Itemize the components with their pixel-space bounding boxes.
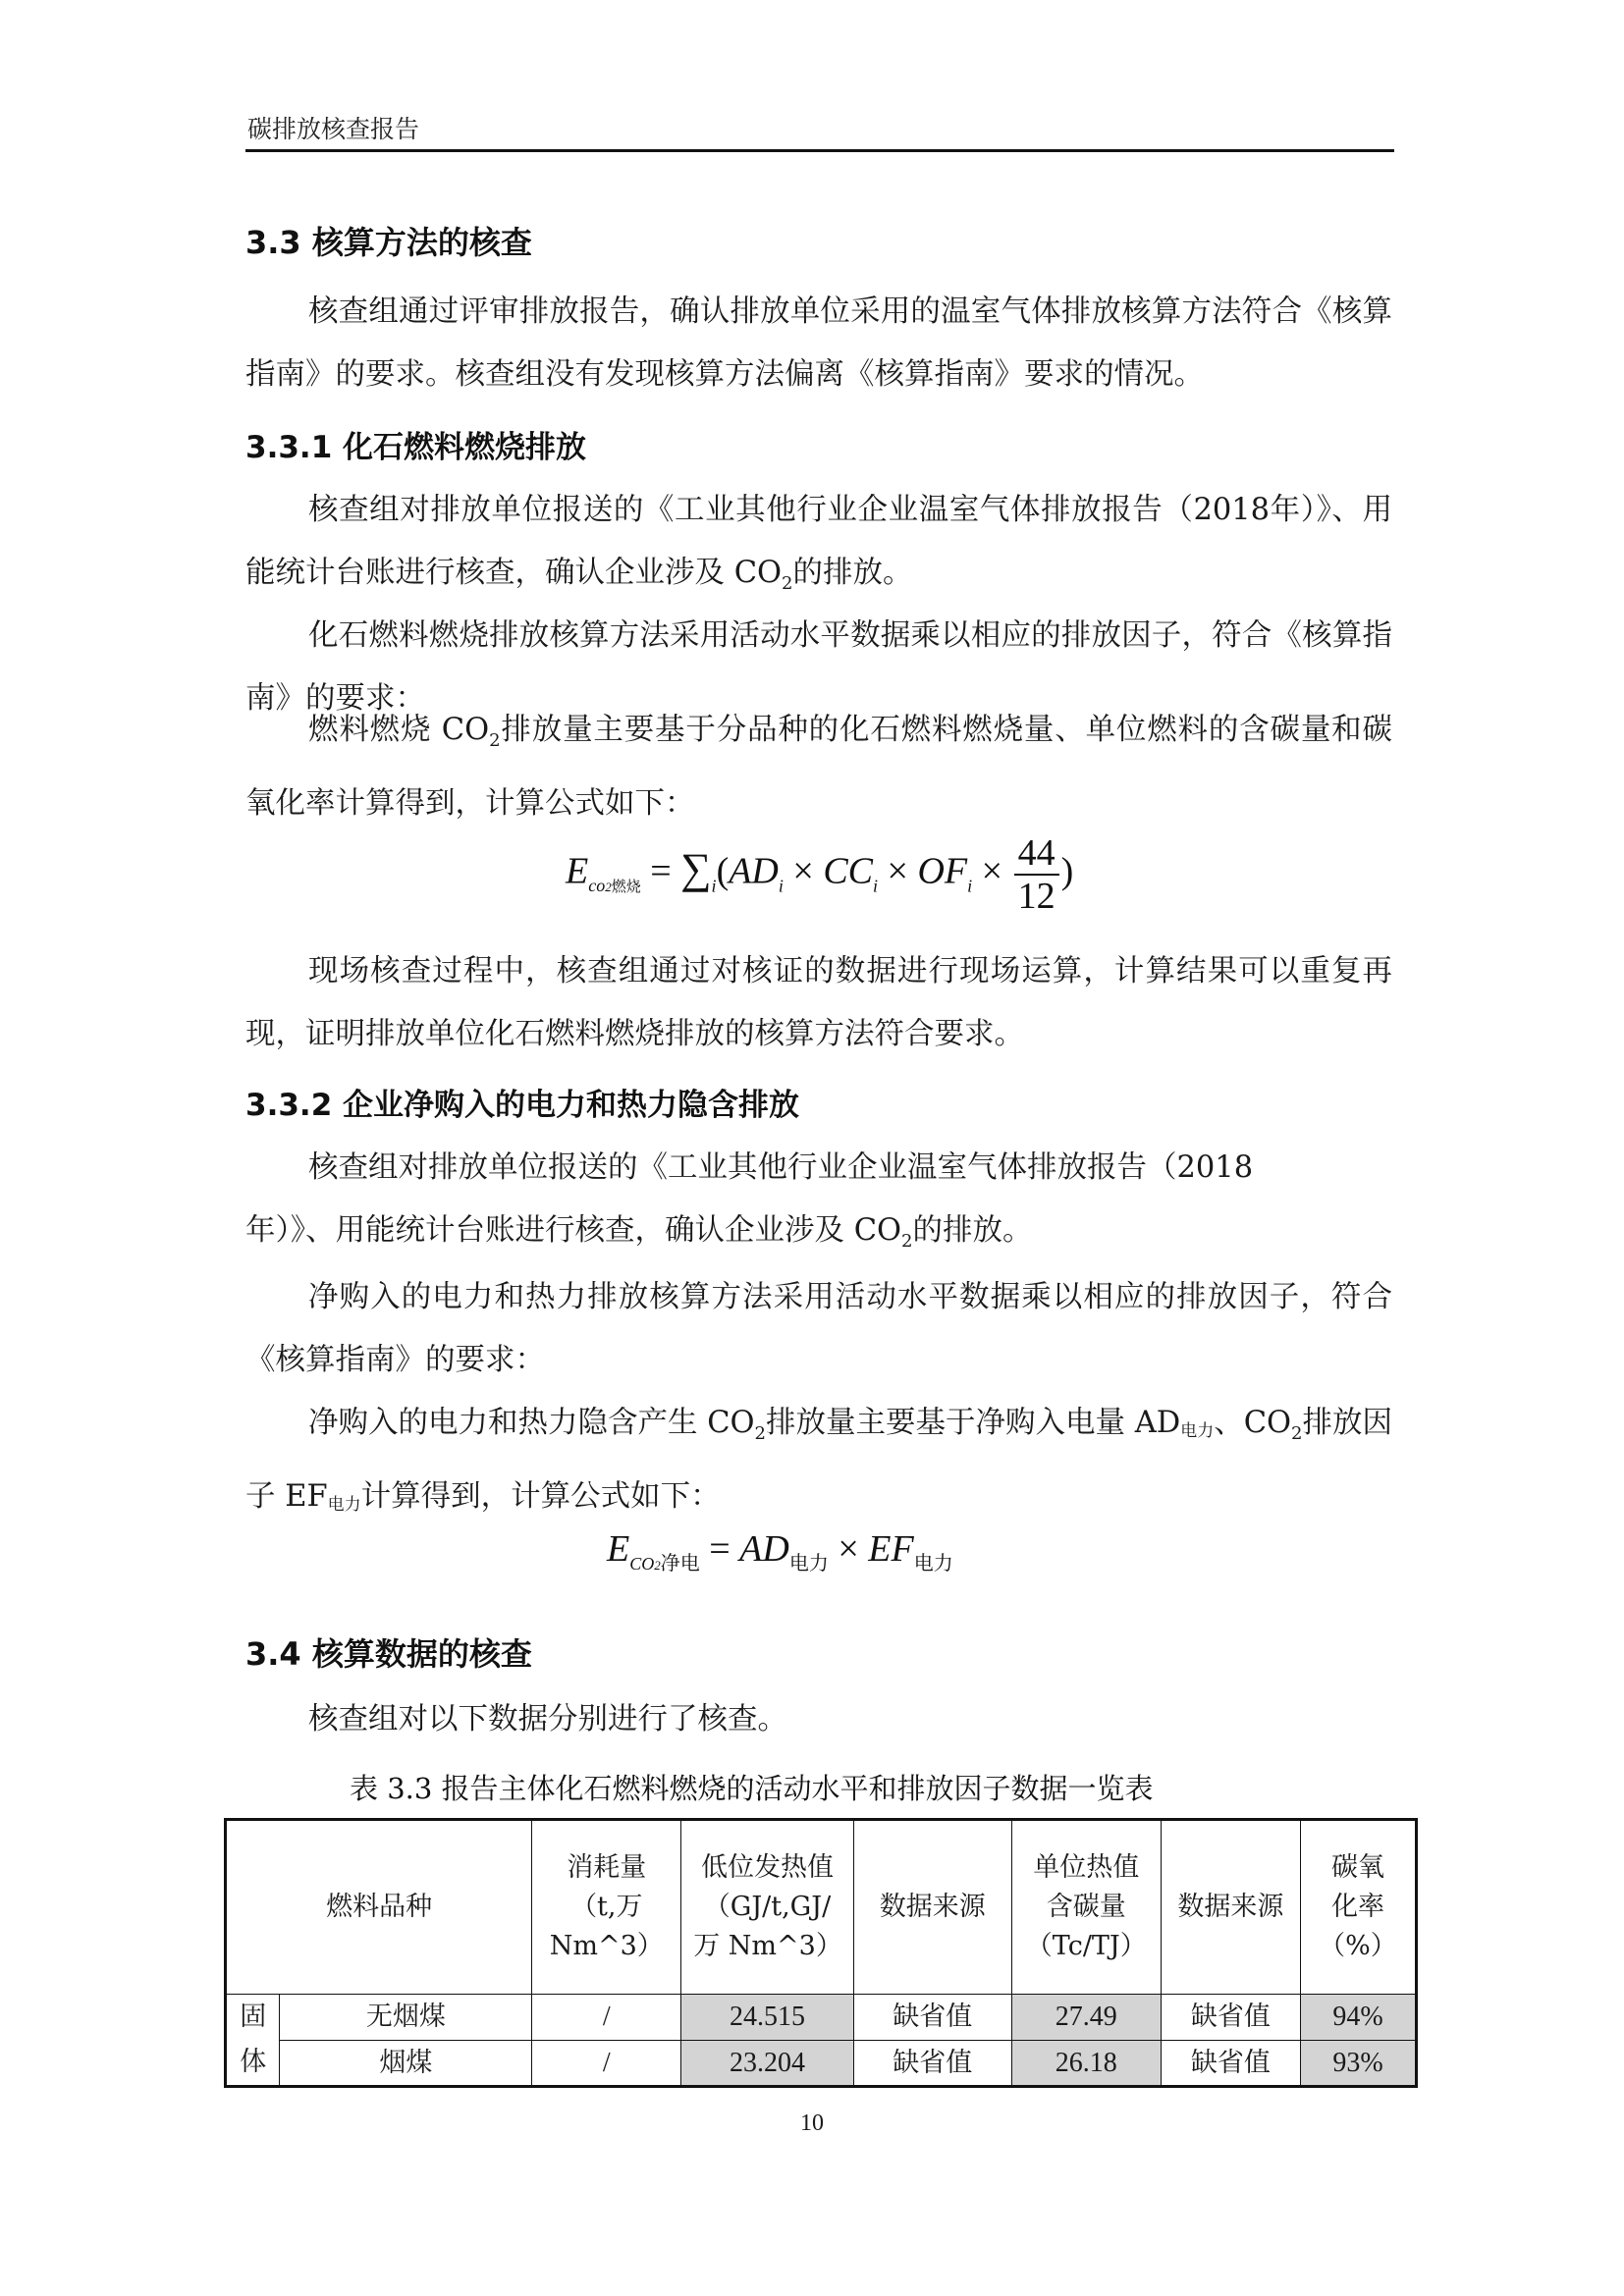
emission-formula-combustion: $E_{co2燃烧} = \sum_i(AD_i \times CC_i \times OF_i$ × $\frac{44}{12}$ ) xyxy=(566,832,1074,917)
paragraph: 净购入的电力和热力排放核算方法采用活动水平数据乘以相应的排放因子，符合《核算指南》的要求： xyxy=(245,1280,1392,1377)
header-data-source: 数据来源 xyxy=(853,1820,1011,1995)
running-header: 碳排放核查报告 xyxy=(247,115,420,143)
cell-source: 缺省值 xyxy=(853,1995,1011,2041)
paragraph-line: 核查组对排放单位报送的《工业其他行业企业温室气体排放报告（2018 xyxy=(308,1150,1254,1185)
section-heading-3-3: 3.3 核算方法的核查 xyxy=(245,224,532,261)
table-header-row xyxy=(226,1820,1417,1995)
cell-source: 缺省值 xyxy=(853,2041,1011,2087)
cell-source: 缺省值 xyxy=(1161,2041,1300,2087)
paragraph-line: 年）》、用能统计台账进行核查，确认企业涉及 $CO_2$的排放。 xyxy=(245,1213,1033,1253)
paragraph: 净购入的电力和热力隐含产生 $CO_2$排放量主要基于净购入电量 AD电力、$CO_2$排放因子 EF电力计算得到，计算公式如下： xyxy=(245,1406,1393,1516)
table-row xyxy=(226,1995,1417,2041)
header-ncv: 低位发热值（GJ/t,GJ/万 Nm^3） xyxy=(681,1820,854,1995)
cell-oxidation: 94% xyxy=(1300,1995,1416,2041)
paragraph: 现场核查过程中，核查组通过对核证的数据进行现场运算，计算结果可以重复再现，证明排放单位化石燃料燃烧排放的核算方法符合要求。 xyxy=(245,954,1392,1051)
paragraph: 化石燃料燃烧排放核算方法采用活动水平数据乘以相应的排放因子，符合《核算指南》的要求： xyxy=(245,618,1392,716)
header-data-source: 数据来源 xyxy=(1161,1820,1300,1995)
cell-consumption: / xyxy=(532,2041,681,2087)
cell-carbon-content: 26.18 xyxy=(1011,2041,1161,2087)
cell-fuel: 无烟煤 xyxy=(280,1995,532,2041)
page-number: 10 xyxy=(800,2110,824,2136)
cell-ncv: 24.515 xyxy=(681,1995,854,2041)
section-heading-3-3-1: 3.3.1 化石燃料燃烧排放 xyxy=(245,430,587,465)
cell-source: 缺省值 xyxy=(1161,1995,1300,2041)
paragraph: 燃料燃烧 $CO_2$排放量主要基于分品种的化石燃料燃烧量、单位燃料的含碳量和碳氧化率计算得到，计算公式如下： xyxy=(245,713,1392,822)
cell-fuel: 烟煤 xyxy=(280,2041,532,2087)
cell-consumption: / xyxy=(532,1995,681,2041)
emission-formula-electricity: $E_{CO2净电} = AD_{电力} \times EF_{电力}$ xyxy=(607,1528,953,1575)
cell-ncv: 23.204 xyxy=(681,2041,854,2087)
header-fuel-type: 燃料品种 xyxy=(226,1820,532,1995)
group-label-solid: 固 体 xyxy=(226,1995,280,2087)
paragraph: 核查组对排放单位报送的《工业其他行业企业温室气体排放报告（2018年）》、用能统计台账进行核查，确认企业涉及 $CO_2$的排放。 xyxy=(245,493,1392,595)
table-row xyxy=(226,2041,1417,2087)
table-caption: 表 3.3 报告主体化石燃料燃烧的活动水平和排放因子数据一览表 xyxy=(350,1772,1154,1805)
section-heading-3-4: 3.4 核算数据的核查 xyxy=(245,1635,532,1673)
header-carbon-content: 单位热值含碳量（Tc/TJ） xyxy=(1011,1820,1161,1995)
fuel-data-table xyxy=(224,1818,1418,2088)
cell-carbon-content: 27.49 xyxy=(1011,1995,1161,2041)
header-divider xyxy=(245,149,1394,152)
paragraph: 核查组通过评审排放报告，确认排放单位采用的温室气体排放核算方法符合《核算指南》的要求。核查组没有发现核算方法偏离《核算指南》要求的情况。 xyxy=(245,294,1392,392)
cell-oxidation: 93% xyxy=(1300,2041,1416,2087)
section-heading-3-3-2: 3.3.2 企业净购入的电力和热力隐含排放 xyxy=(245,1088,800,1123)
header-oxidation-rate: 碳氧化率（%） xyxy=(1300,1820,1416,1995)
paragraph: 核查组对以下数据分别进行了核查。 xyxy=(308,1702,787,1736)
header-consumption: 消耗量（t,万Nm^3） xyxy=(532,1820,681,1995)
